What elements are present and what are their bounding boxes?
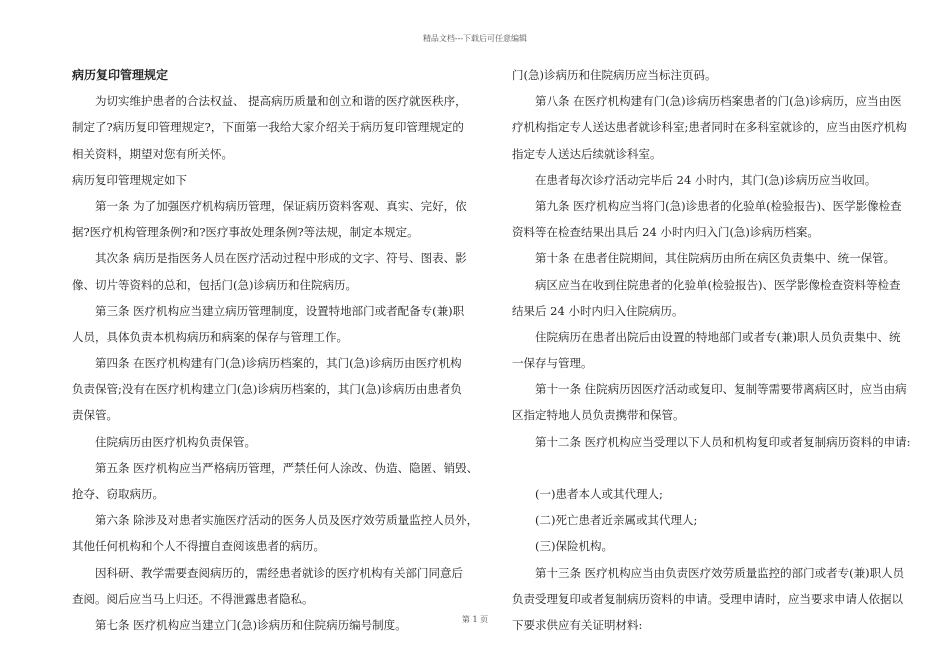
text-line: 第十三条 医疗机构应当由负责医疗效劳质量监控的部门或者专(兼)职人员 <box>535 565 905 580</box>
text-line: 指定专人送达后续就诊科室。 <box>512 146 662 161</box>
text-line: 资料等在检查结果出具后 24 小时内归入门(急)诊病历档案。 <box>512 225 819 240</box>
text-line: 一保存与管理。 <box>512 356 593 371</box>
text-line: 门(急)诊病历和住院病历应当标注页码。 <box>512 68 717 82</box>
text-line: 区指定特地人员负责携带和保管。 <box>512 408 685 423</box>
document-title: 病历复印管理规定 <box>72 68 169 82</box>
text-line: 负责保管;没有在医疗机构建立门(急)诊病历档案的，其门(急)诊病历由患者负 <box>72 382 462 397</box>
text-line: 疗机构指定专人送达患者就诊科室;患者同时在多科室就诊的，应当由医疗机构 <box>512 120 907 135</box>
text-line: 人员，具体负责本机构病历和病案的保存与管理工作。 <box>72 329 348 344</box>
text-line: 第一条 为了加强医疗机构病历管理，保证病历资料客观、真实、完好，依 <box>95 198 467 213</box>
text-line: (三)保险机构。 <box>535 539 613 554</box>
right-column <box>512 62 911 638</box>
left-paragraphs <box>72 88 480 638</box>
left-column <box>72 62 480 638</box>
text-line: 第十二条 医疗机构应当受理以下人员和机构复印或者复制病历资料的申请: <box>535 434 911 449</box>
text-line: 在患者每次诊疗活动完毕后 24 小时内，其门(急)诊病历应当收回。 <box>535 172 877 187</box>
text-line: 住院病历在患者出院后由设置的特地部门或者专(兼)职人员负责集中、统 <box>535 329 901 344</box>
text-line: 第六条 除涉及对患者实施医疗活动的医务人员及医疗效劳质量监控人员外， <box>95 513 479 528</box>
text-line: 第五条 医疗机构应当严格病历管理，严禁任何人涂改、伪造、隐匿、销毁、 <box>95 460 479 475</box>
text-line: 其他任何机构和个人不得擅自查阅该患者的病历。 <box>72 539 325 554</box>
text-line: (二)死亡患者近亲属或其代理人; <box>535 513 698 528</box>
text-line: 病区应当在收到住院患者的化验单(检验报告)、医学影像检查资料等检查 <box>535 277 901 292</box>
text-line: 住院病历由医疗机构负责保管。 <box>95 434 256 449</box>
page-header: 精品文档---下载后可任意编辑 <box>422 34 528 43</box>
text-line: 查阅。阅后应当马上归还。不得泄露患者隐私。 <box>72 591 314 606</box>
text-line: 第十一条 住院病历因医疗活动或复印、复制等需要带离病区时，应当由病 <box>535 382 907 397</box>
text-line: 像、切片等资料的总和，包括门(急)诊病历和住院病历。 <box>72 277 357 292</box>
text-line <box>512 455 884 481</box>
text-line: 下要求供应有关证明材料: <box>512 617 643 632</box>
text-line: 其次条 病历是指医务人员在医疗活动过程中形成的文字、符号、图表、影 <box>95 251 467 266</box>
text-line: 病历复印管理规定如下 <box>72 172 187 187</box>
text-line: (一)患者本人或其代理人; <box>535 487 663 501</box>
text-line: 第九条 医疗机构应当将门(急)诊患者的化验单(检验报告)、医学影像检查 <box>535 198 902 213</box>
text-line: 相关资料，期望对您有所关怀。 <box>72 146 233 161</box>
text-line: 第十条 在患者住院期间，其住院病历由所在病区负责集中、统一保管。 <box>535 251 896 266</box>
text-line: 责保管。 <box>72 408 118 423</box>
page-number: 第 1 页 <box>461 615 489 624</box>
right-paragraphs <box>512 62 911 638</box>
text-line: 为切实维护患者的合法权益、 提高病历质量和创立和谐的医疗就医秩序， <box>95 94 467 109</box>
text-line: 因科研、教学需要查阅病历的，需经患者就诊的医疗机构有关部门同意后 <box>95 565 463 580</box>
text-line: 制定了?病历复印管理规定?，下面第一我给大家介绍关于病历复印管理规定的 <box>72 120 464 135</box>
text-line: 据?医疗机构管理条例?和?医疗事故处理条例?等法规，制定本规定。 <box>72 225 419 240</box>
text-line: 第八条 在医疗机构建有门(急)诊病历档案患者的门(急)诊病历，应当由医 <box>535 94 902 109</box>
text-line: 第七条 医疗机构应当建立门(急)诊病历和住院病历编号制度。 <box>95 617 407 632</box>
text-line: 抢夺、窃取病历。 <box>72 487 164 501</box>
text-line: 结果后 24 小时内归入住院病历。 <box>512 303 684 318</box>
text-line: 第三条 医疗机构应当建立病历管理制度，设置特地部门或者配备专(兼)职 <box>95 303 465 318</box>
text-line: 第四条 在医疗机构建有门(急)诊病历档案的，其门(急)诊病历由医疗机构 <box>95 356 462 371</box>
text-line: 负责受理复印或者复制病历资料的申请。受理申请时，应当要求申请人依据以 <box>512 591 903 606</box>
